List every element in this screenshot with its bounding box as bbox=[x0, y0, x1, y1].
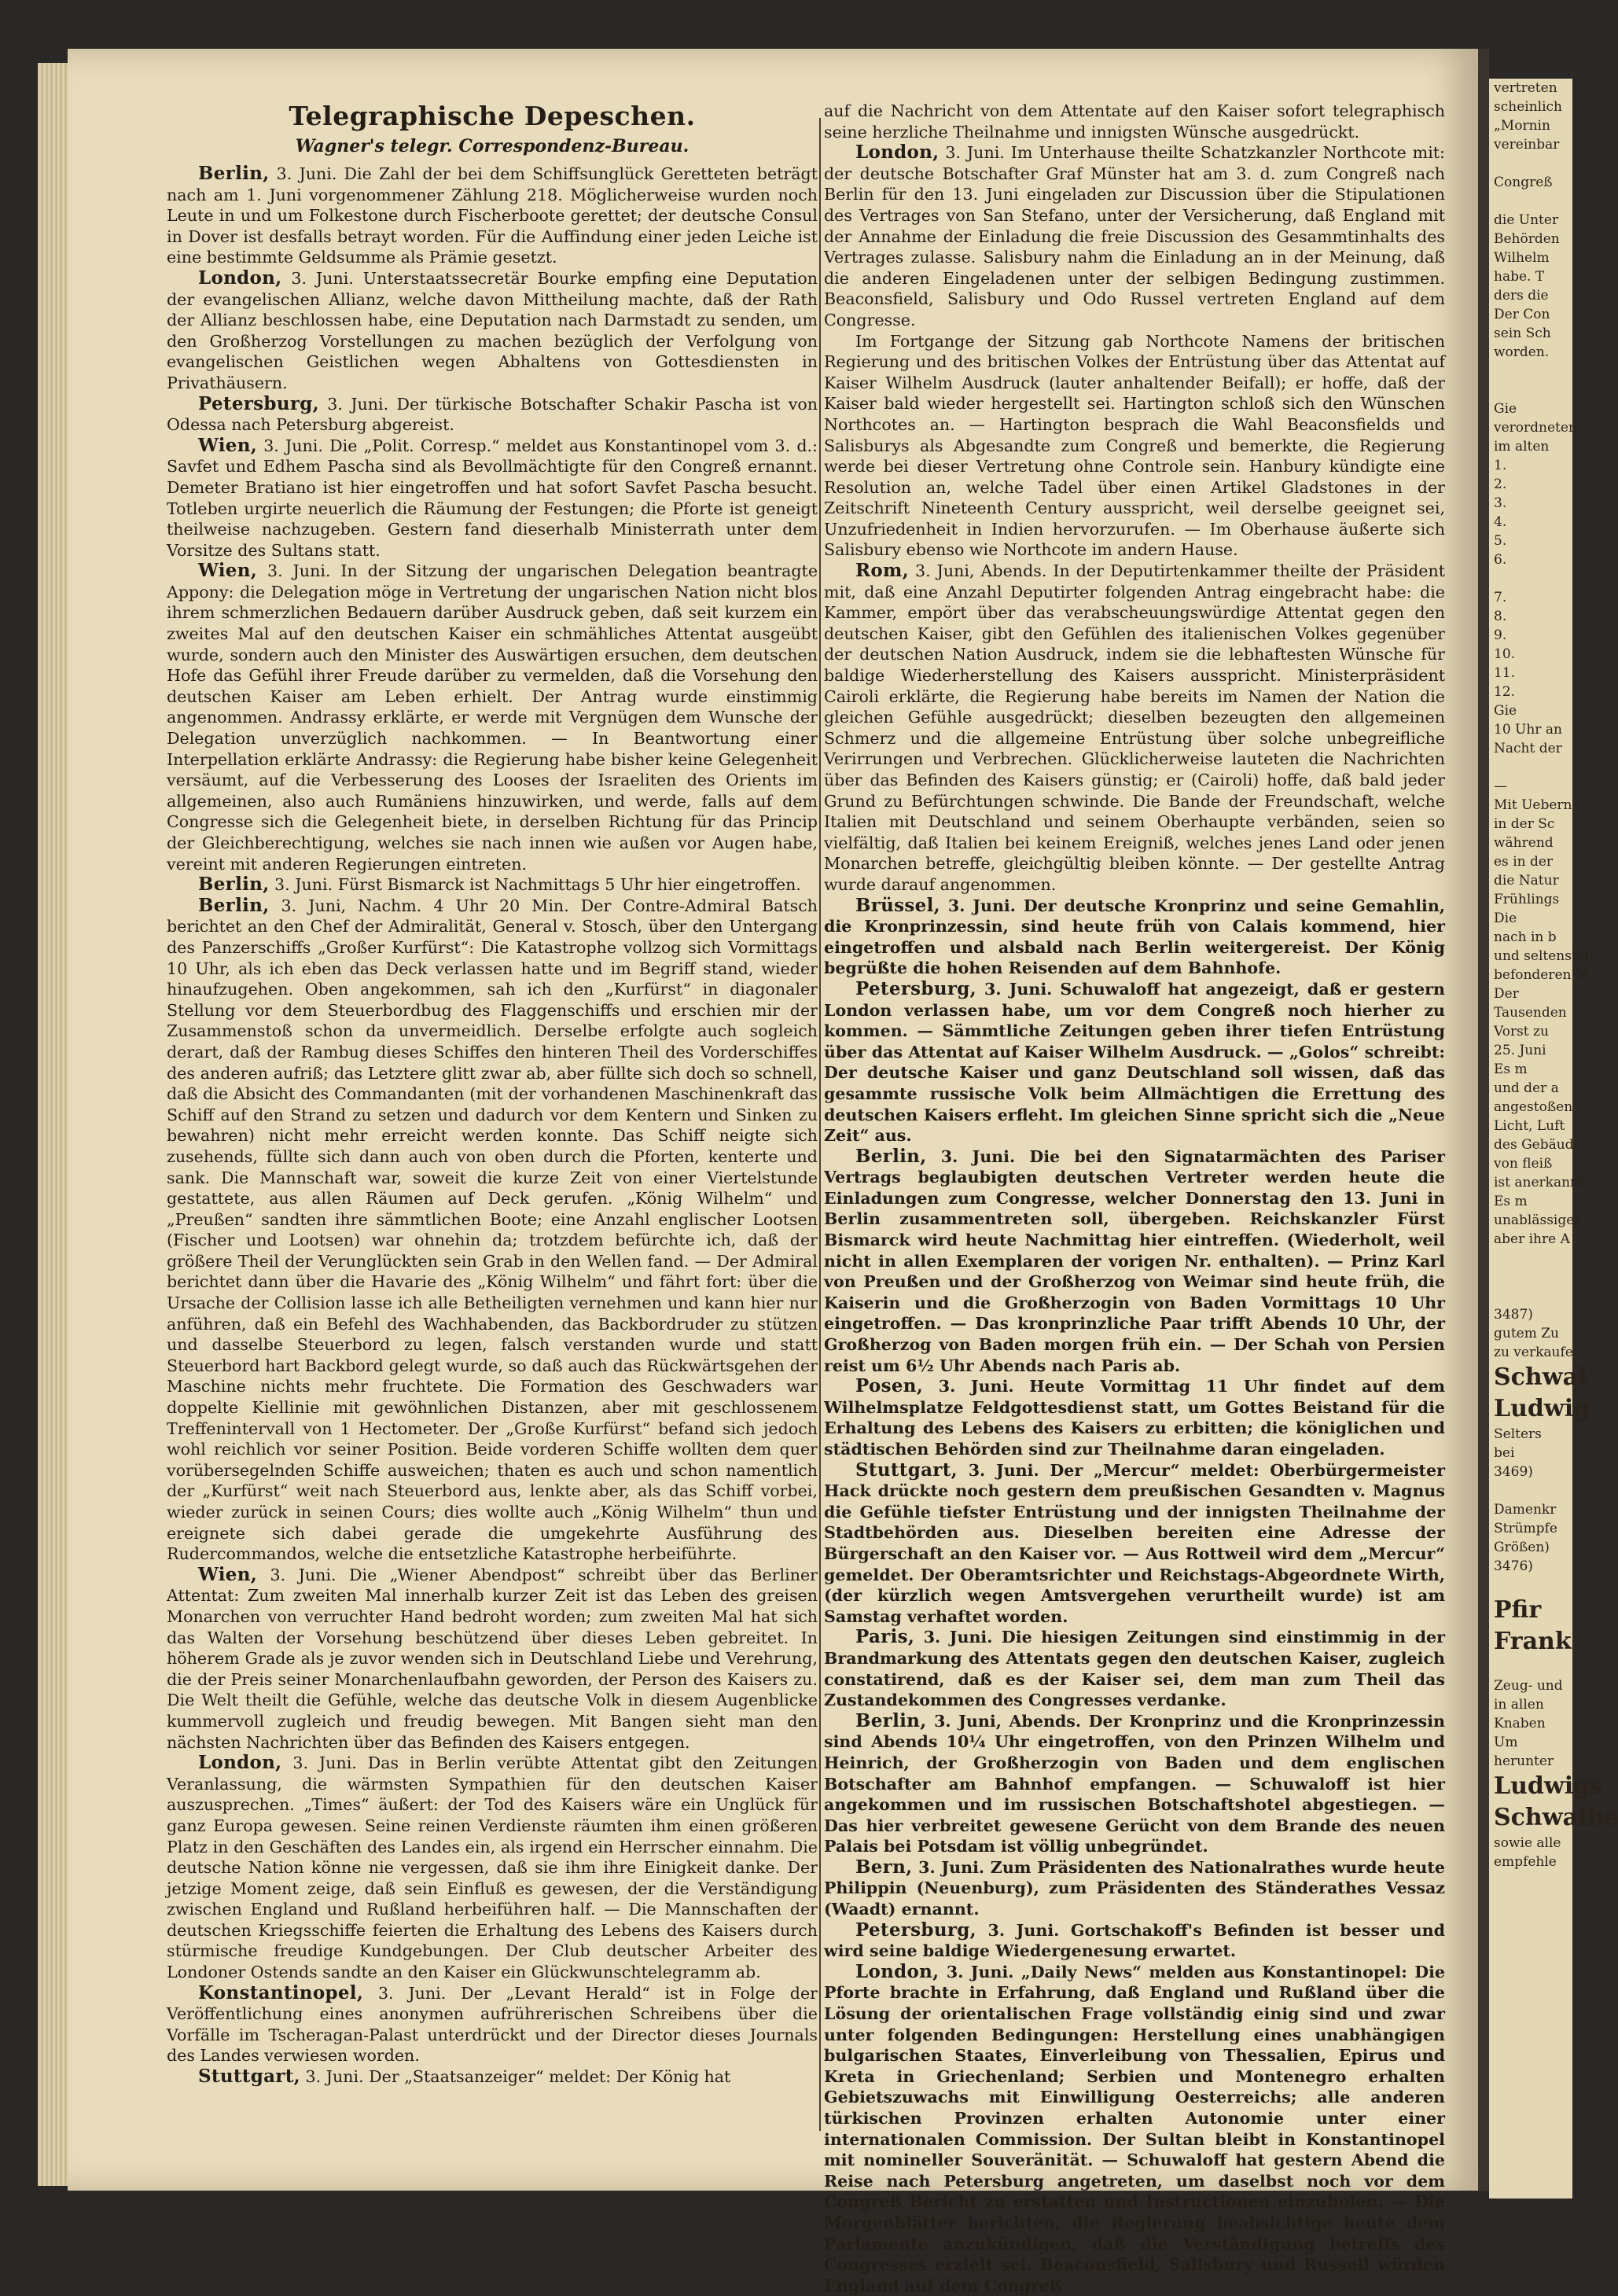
dispatch-dateline-place: Wien, bbox=[198, 434, 258, 456]
adjacent-page-fragment-line: Knaben bbox=[1494, 1716, 1546, 1731]
adjacent-page-fragment-line: worden. bbox=[1494, 344, 1550, 360]
adjacent-page-fragment-line: Selters bbox=[1494, 1426, 1542, 1442]
dispatch-text: 3. Juni. Fürst Bismarck ist Nachmittags 5 Uhr hier eingetroffen. bbox=[274, 875, 801, 895]
adjacent-page-fragment-line: 8. bbox=[1494, 609, 1507, 624]
adjacent-page-fragment-line: Licht, Luft bbox=[1494, 1118, 1565, 1134]
dispatch-paragraph bbox=[167, 268, 818, 394]
dispatch-paragraph bbox=[824, 1920, 1445, 1962]
dispatch-dateline-place: London, bbox=[855, 1960, 940, 1982]
dispatch-dateline-place: Stuttgart, bbox=[855, 1459, 958, 1481]
dispatch-paragraph bbox=[824, 1146, 1445, 1377]
adjacent-page-fragment-line: 3487) bbox=[1494, 1307, 1533, 1323]
dispatch-dateline-place: Berlin, bbox=[855, 1709, 927, 1731]
adjacent-page-fragment-line: Schwal bbox=[1494, 1363, 1587, 1391]
dispatch-paragraph bbox=[824, 1627, 1445, 1710]
adjacent-page-fragment-line bbox=[1489, 154, 1572, 173]
dispatch-paragraph bbox=[167, 561, 818, 874]
dispatch-paragraph bbox=[167, 1983, 818, 2066]
dispatch-dateline-place: Petersburg, bbox=[855, 1919, 976, 1941]
adjacent-page-fragment-line: zu verkaufen bbox=[1494, 1345, 1582, 1360]
dispatch-dateline-place: Wien, bbox=[198, 560, 258, 582]
book-gutter bbox=[1478, 49, 1489, 2191]
adjacent-page-fragment-line: 10. bbox=[1494, 646, 1516, 662]
dispatch-paragraph bbox=[167, 164, 818, 268]
dispatch-text: 3. Juni, Abends. In der Deputirtenkammer theilte der Präsident mit, daß eine Anzahl Deputirter folgenden Antrag eingebracht habe: die Kammer, empört über das verabscheuungswürdige Attentat gegen den deutschen Kaiser, gibt den Gefühlen des italienischen Volkes gegenüber der deutschen Nation Ausdruck, indem sie die lebhaftesten Wünsche für baldige Wiederherstellung des Kaisers ausspricht. Ministerpräsident Cairoli erklärte, die Regierung habe bereits im Namen der Nation die gleichen Gefühle ausgedrückt; dieselben bezeugten den allgemeinen Schmerz und die allgemeine Entrüstung über solche unbegreifliche Verirrungen und Verbrechen. Glücklicherweise lauteten die Nachrichten über das Befinden des Kaisers günstig; er (Cairoli) hoffe, daß bald jeder Grund zu Befürchtungen schwinde. Die Bande der Freundschaft, welche Italien mit Deutschland und seinem Oberhaupte verbänden, seien so vielfältig, daß Italien bei keinem Ereigniß, welches jenes Land oder jenen Monarchen betreffe, gleichgültig bleiben könnte. — Der gestellte Antrag wurde darauf angenommen. bbox=[824, 561, 1445, 894]
adjacent-page-fragment-line: es in der bbox=[1494, 854, 1554, 870]
left-dispatch-list bbox=[167, 164, 818, 2088]
column-divider bbox=[819, 118, 821, 2131]
dispatch-dateline-place: Wien, bbox=[198, 1563, 258, 1585]
adjacent-page-fragment-line: Ludwigs bbox=[1494, 1772, 1603, 1800]
adjacent-page-fragment-line: 9. bbox=[1494, 627, 1507, 643]
adjacent-page-fragment-line bbox=[1489, 1576, 1572, 1595]
adjacent-page-fragment-line: Es m bbox=[1494, 1062, 1528, 1077]
section-headline: Telegraphische Depeschen. bbox=[289, 101, 696, 131]
adjacent-page-fragment-line: 7. bbox=[1494, 590, 1507, 605]
adjacent-page-fragment-line: 3476) bbox=[1494, 1558, 1533, 1574]
adjacent-page-fragment-line: Ludwig bbox=[1494, 1395, 1590, 1422]
adjacent-page-fragment-line: Vorst zu bbox=[1494, 1024, 1549, 1039]
dispatch-paragraph bbox=[824, 142, 1445, 330]
dispatch-paragraph bbox=[824, 1711, 1445, 1857]
dispatch-paragraph bbox=[824, 1460, 1445, 1628]
adjacent-page-fragment-line bbox=[1489, 1249, 1572, 1268]
adjacent-page-text bbox=[1489, 79, 1618, 1871]
adjacent-page-fragment-line: vereinbar bbox=[1494, 137, 1560, 153]
adjacent-page-fragment-line: in der Sc bbox=[1494, 816, 1555, 832]
dispatch-text: 3. Juni. Der „Staatsanzeiger“ meldet: Der König hat bbox=[305, 2067, 731, 2087]
dispatch-text: 3. Juni. Unterstaatssecretär Bourke empfing eine Deputation der evangelischen Allianz, welche davon Mittheilung machte, daß der Rath der Allianz beschlossen habe, eine Deputation nach Darmstadt zu senden, um den Großherzog Vorstellungen zu machen bezüglich der Verfolgung von evangelischen Geistlichen wegen Abhaltens von Gottesdiensten in Privathäusern. bbox=[167, 268, 818, 392]
dispatch-dateline-place: Petersburg, bbox=[855, 977, 976, 999]
dispatch-paragraph bbox=[824, 1962, 1445, 2296]
adjacent-page-fragment-line: empfehle bbox=[1494, 1854, 1557, 1870]
dispatch-text: 3. Juni. Im Unterhause theilte Schatzkanzler Northcote mit: der deutsche Botschafter Graf Münster hat am 3. d. zum Congreß nach Berlin für den 13. Juni eingeladen zur Discussion über die Stipulationen des Vertrages von San Stefano, unter der Versicherung, daß England mit der Annahme der Einladung die freie Discussion des Gesammtinhalts des Vertrages zulasse. Salisbury nahm die Einladung an in der Meinung, daß die anderen Eingeladenen unter der selbigen Bedingung zustimmen. Beaconsfield, Salisbury und Odo Russel vertreten England auf dem Congresse. bbox=[824, 143, 1445, 329]
adjacent-page-fragment-line: Strümpfe bbox=[1494, 1521, 1557, 1536]
dispatch-paragraph bbox=[167, 874, 818, 896]
adjacent-page-fragment-line: 3. bbox=[1494, 495, 1507, 511]
adjacent-page-fragment-line: des Gebäude bbox=[1494, 1137, 1582, 1153]
adjacent-page-fragment-line: 2. bbox=[1494, 476, 1507, 492]
adjacent-page-fragment-line: von fleiß bbox=[1494, 1156, 1553, 1172]
adjacent-page-fragment-line: Um bbox=[1494, 1735, 1518, 1750]
dispatch-text: 3. Juni. Die „Wiener Abendpost“ schreibt über das Berliner Attentat: Zum zweiten Mal innerhalb kurzer Zeit ist das Leben des greisen Monarchen von verruchter Hand bedroht worden; zum zweiten Mal hat sich das Walten der Vorsehung beschützend über dieses Leben gebreitet. In höherem Grade als je zuvor wenden sich in Deutschland Liebe und Verehrung, die der Preis seiner Monarchenlaufbahn geworden, der Person des Kaisers zu. Die Welt theilt die Gefühle, welche das deutsche Volk in diesem Augenblicke kummervoll zugleich und freudig bewegen. Mit Bangen sieht man den nächsten Nachrichten über das Befinden des Kaisers entgegen. bbox=[167, 1565, 818, 1752]
adjacent-page-fragment-line bbox=[1489, 1286, 1572, 1305]
dispatch-text: 3. Juni. Der „Levant Herald“ ist in Folge der Veröffentlichung eines anonymen aufrührerischen Schreibens über die Vorfälle im Tscheragan-Palast unterdrückt und der Director dieses Journals des Landes verwiesen worden. bbox=[167, 1983, 818, 2066]
adjacent-page-fragment-line: scheinlich bbox=[1494, 99, 1562, 115]
dispatch-dateline-place: Paris, bbox=[855, 1626, 915, 1648]
adjacent-page-fragment-line: bei bbox=[1494, 1445, 1515, 1461]
adjacent-page-fragment-line bbox=[1489, 758, 1572, 777]
adjacent-page-fragment-line: vertreten bbox=[1494, 80, 1557, 96]
adjacent-page-fragment-line: Congreß bbox=[1494, 175, 1553, 190]
dispatch-text: 3. Juni. Gortschakoff's Befinden ist besser und wird seine baldige Wiedergenesung erwartet. bbox=[824, 1920, 1445, 1961]
adjacent-page-fragment-line: 12. bbox=[1494, 684, 1516, 700]
dispatch-dateline-place: Petersburg, bbox=[198, 392, 319, 414]
dispatch-dateline-place: Stuttgart, bbox=[198, 2066, 300, 2088]
adjacent-page-fragment-line: 5. bbox=[1494, 533, 1507, 549]
adjacent-page-fragment-line: die Natur bbox=[1494, 873, 1559, 889]
dispatch-text: 3. Juni. Zum Präsidenten des Nationalrathes wurde heute Philippin (Neuenburg), zum Präsidenten des Ständerathes Vessaz (Waadt) ernannt. bbox=[824, 1857, 1445, 1919]
adjacent-page-fragment-line: aber ihre A bbox=[1494, 1231, 1570, 1247]
adjacent-page-fragment-line bbox=[1489, 381, 1572, 399]
dispatch-dateline-place: Bern, bbox=[855, 1856, 913, 1878]
dispatch-text: 3. Juni, Abends. Der Kronprinz und die Kronprinzessin sind Abends 10¼ Uhr eingetroffen, von den Prinzen Wilhelm und Heinrich, der Großherzogin von Baden und dem englischen Botschafter am Bahnhof empfangen. — Schuwaloff ist hier angekommen und im russischen Botschaftshotel abgestiegen. — Das hier verbreitet gewesene Gerücht von dem Brande des neuen Palais bei Potsdam ist völlig unbegründet. bbox=[824, 1711, 1445, 1856]
dispatch-paragraph bbox=[167, 1565, 818, 1753]
dispatch-dateline-place: London, bbox=[198, 1752, 282, 1774]
adjacent-page-fragment-line: Zeug- und bbox=[1494, 1678, 1563, 1694]
adjacent-page-fragment-line: und der a bbox=[1494, 1080, 1559, 1096]
adjacent-page-fragment-line: unablässiger bbox=[1494, 1212, 1581, 1228]
dispatch-dateline-place: London, bbox=[198, 267, 282, 289]
book-page-edges bbox=[38, 63, 68, 2186]
adjacent-page-fragment-line: Frank bbox=[1494, 1628, 1572, 1655]
adjacent-page-fragment-line: nach in b bbox=[1494, 929, 1557, 945]
adjacent-page-fragment-line bbox=[1489, 1658, 1572, 1676]
dispatch-text: 3. Juni. Der deutsche Kronprinz und seine Gemahlin, die Kronprinzessin, sind heute früh von Calais kommend, hier eingetroffen und alsbald nach Berlin weitergereist. Der König begrüßte die hohen Reisenden auf dem Bahnhofe. bbox=[824, 896, 1445, 978]
adjacent-page-fragment-line: „Mornin bbox=[1494, 118, 1550, 134]
right-column bbox=[824, 101, 1446, 2295]
dispatch-dateline-place: Rom, bbox=[855, 560, 909, 582]
adjacent-page-fragment-line: 10 Uhr an bbox=[1494, 722, 1562, 738]
dispatch-text: 3. Juni. Die bei den Signatarmächten des Pariser Vertrags beglaubigten deutschen Vertreter werden heute die Einladungen zum Congresse, welcher Donnerstag den 13. Juni in Berlin zusammentreten soll, übergeben. Reichskanzler Fürst Bismarck wird heute Nachmittag hier eintreffen. (Wiederholt, weil nicht in allen Exemplaren der vorigen Nr. enthalten). — Prinz Karl von Preußen und der Großherzog von Weimar sind heute früh, die Kaiserin und die Großherzogin von Baden Vormittags 10 Uhr eingetroffen. — Das kronprinzliche Paar trifft Abends 10 Uhr, der Großherzog von Baden morgen früh ein. — Der Schah von Persien reist um 6½ Uhr Abends nach Paris ab. bbox=[824, 1146, 1445, 1375]
adjacent-page-fragment-line: herunter bbox=[1494, 1753, 1554, 1769]
adjacent-page-fragment-line: verordneten bbox=[1494, 420, 1577, 436]
adjacent-page-fragment-line: Tausenden bbox=[1494, 1005, 1567, 1021]
adjacent-page-fragment-line: Es m bbox=[1494, 1194, 1528, 1209]
adjacent-page-fragment-line: 11. bbox=[1494, 665, 1516, 681]
adjacent-page-fragment-line: Pfir bbox=[1494, 1596, 1542, 1624]
adjacent-page-fragment-line: sein Sch bbox=[1494, 326, 1551, 341]
adjacent-page-fragment-line: Nacht der bbox=[1494, 741, 1562, 756]
dispatch-paragraph bbox=[167, 394, 818, 436]
dispatch-text: 3. Juni. Der „Mercur“ meldet: Oberbürgermeister Hack drückte noch gestern dem preußischen Gesandten v. Magnus die Gefühle tiefster Entrüstung und der innigsten Theilnahme der Stadtbehörden aus. Dieselben bereiten eine Adresse der Bürgerschaft an den Kaiser vor. — Aus Rottweil wird dem „Mercur“ gemeldet. Der Oberamtsrichter und Reichstags-Abgeordnete Wirth, (der kürzlich wegen Amtsvergehen verurtheilt wurde) ist am Samstag verhaftet worden. bbox=[824, 1460, 1446, 1626]
agency-byline: Wagner's telegr. Correspondenz-Bureau. bbox=[295, 136, 689, 156]
adjacent-page-fragment-line: und seltensten bbox=[1494, 948, 1594, 964]
dispatch-dateline-place: Brüssel, bbox=[855, 894, 940, 916]
dispatch-text: 3. Juni. Der türkische Botschafter Schakir Pascha ist von Odessa nach Petersburg abgereist. bbox=[167, 394, 818, 435]
dispatch-paragraph bbox=[824, 101, 1445, 142]
dispatch-paragraph bbox=[824, 1857, 1445, 1920]
dispatch-text: 3. Juni. In der Sitzung der ungarischen Delegation beantragte Appony: die Delegation möge in Vertretung der ungarischen Nation nicht blos ihrem schmerzlichen Bedauern darüber Ausdruck geben, daß seit kurzem ein zweites Mal auf den deutschen Kaiser ein schmähliches Attentat ausgeübt wurde, sondern auch den Minister des Auswärtigen ersuchen, dem deutschen Hofe das Gefühl ihrer Freude darüber zu vermelden, daß die Vorsehung den deutschen Kaiser am Leben erhielt. Der Antrag wurde einstimmig angenommen. Andrassy erklärte, er werde mit Vergnügen dem Wunsche der Delegation unverzüglich nachkommen. — In Beantwortung einer Interpellation erklärte Andrassy: die Regierung habe bisher keine Gelegenheit versäumt, auf die Verbesserung des Looses der Israeliten des Orients im allgemeinen, also auch Rumäniens hinzuwirken, und werde, falls auf dem Congresse sich die Gelegenheit biete, in derselben Richtung für das Princip der Gleichberechtigung, welches sie nach innen wie außen vor Augen habe, vereint mit anderen Regierungen eintreten. bbox=[167, 561, 818, 874]
adjacent-page-fragment-line: angestoßen bbox=[1494, 1099, 1573, 1115]
adjacent-page-fragment-line bbox=[1489, 1268, 1572, 1286]
dispatch-paragraph bbox=[824, 331, 1445, 561]
dispatch-text: 3. Juni. Die „Polit. Corresp.“ meldet aus Konstantinopel vom 3. d.: Savfet und Edhem Pascha sind als Bevollmächtigte für den Congreß ernannt. Demeter Bratiano ist hier eingetroffen und hat sofort Savfet Pascha besucht. Totleben urgirte neuerlich die Räumung der Festungen; die Pforte ist geneigt theilweise nachzugeben. Gestern fand dieserhalb Ministerrath unter dem Vorsitze des Sultans statt. bbox=[167, 436, 818, 560]
adjacent-page-fragment-line: ist anerkannt bbox=[1494, 1175, 1584, 1190]
adjacent-page-fragment-line: die Unter bbox=[1494, 212, 1559, 228]
dispatch-dateline-place: Berlin, bbox=[198, 163, 270, 184]
dispatch-paragraph bbox=[167, 436, 818, 561]
adjacent-page-fragment-line: Schwalbe bbox=[1494, 1804, 1618, 1831]
adjacent-page-fragment-line: Wilhelm bbox=[1494, 250, 1550, 266]
adjacent-page-fragment-line: — bbox=[1494, 778, 1507, 794]
adjacent-page-fragment-line: Behörden bbox=[1494, 231, 1560, 247]
adjacent-page-fragment-line: während bbox=[1494, 835, 1554, 851]
adjacent-page-fragment-line: Frühlings bbox=[1494, 892, 1560, 907]
adjacent-page-fragment-line: Mit Uebern bbox=[1494, 797, 1572, 813]
adjacent-page-fragment-line: habe. T bbox=[1494, 269, 1545, 285]
dispatch-paragraph bbox=[824, 561, 1445, 896]
adjacent-page-fragment-line: befonderen M bbox=[1494, 967, 1590, 983]
dispatch-paragraph bbox=[824, 896, 1445, 979]
adjacent-page-fragment-line: im alten bbox=[1494, 439, 1550, 454]
dispatch-dateline-place: Konstantinopel, bbox=[198, 1981, 364, 2003]
adjacent-page-fragment-line: 4. bbox=[1494, 514, 1507, 530]
adjacent-page-fragment-line bbox=[1489, 362, 1572, 381]
adjacent-page-fragment bbox=[1489, 79, 1618, 2198]
adjacent-page-fragment-line bbox=[1489, 1481, 1572, 1500]
adjacent-page-fragment-line: Der bbox=[1494, 986, 1519, 1002]
right-dispatch-list bbox=[824, 101, 1445, 2296]
adjacent-page-fragment-line: 3469) bbox=[1494, 1464, 1533, 1480]
adjacent-page-fragment-line: 1. bbox=[1494, 458, 1507, 473]
dispatch-dateline-place: Berlin, bbox=[198, 894, 270, 916]
dispatch-text: 3. Juni. Die Zahl der bei dem Schiffsunglück Geretteten beträgt nach am 1. Juni vorgenommener Zählung 218. Möglicherweise wurden noch Leute in und um Folkestone durch Fischerboote gerettet; der deutsche Consul in Dover ist desfalls betrayt worden. Für die Auffindung einer jeden Leiche ist eine bestimmte Geldsumme als Prämie gesetzt. bbox=[167, 164, 818, 267]
dispatch-paragraph bbox=[824, 1376, 1445, 1459]
dispatch-dateline-place: Berlin, bbox=[198, 874, 270, 896]
dispatch-text: 3. Juni. Das in Berlin verübte Attentat gibt den Zeitungen Veranlassung, die wärmsten Sympathien für den deutschen Kaiser auszusprechen. „Times“ äußert: der Tod des Kaisers wäre ein Unglück für ganz Europa gewesen. Seine reinen Verdienste räumten ihm einen größeren Platz in den Geschäften des Landes ein, als irgend ein Herrscher einnahm. Die deutsche Nation könne nie vergessen, daß sie ihm ihre Einigkeit danke. Der jetzige Moment zeige, daß sein Einfluß es gewesen, der die Verständigung zwischen England und Rußland herbeiführen half. — Die Mannschaften der deutschen Kriegsschiffe feierten die Erhaltung des Lebens des Kaisers durch stürmische freudige Kundgebungen. Der Club deutscher Arbeiter des Londoner Ostends sandte an den Kaiser ein Glückwunschtelegramm ab. bbox=[167, 1753, 818, 1982]
dispatch-text: 3. Juni. Die hiesigen Zeitungen sind einstimmig in der Brandmarkung des Attentats gegen den deutschen Kaiser, zugleich constatirend, daß es der Kaiser sei, dem man zum Theil das Zustandekommen des Congresses verdanke. bbox=[824, 1628, 1445, 1710]
dispatch-dateline-place: Posen, bbox=[855, 1375, 924, 1397]
adjacent-page-fragment-line: sowie alle bbox=[1494, 1835, 1561, 1851]
adjacent-page-fragment-line: 25. Juni bbox=[1494, 1043, 1546, 1058]
dispatch-dateline-place: Berlin, bbox=[855, 1145, 927, 1167]
dispatch-paragraph bbox=[167, 1753, 818, 1983]
adjacent-page-fragment-line bbox=[1489, 192, 1572, 211]
adjacent-page-fragment-line: 6. bbox=[1494, 552, 1507, 568]
dispatch-text: 3. Juni, Nachm. 4 Uhr 20 Min. Der Contre-Admiral Batsch berichtet an den Chef der Admiralität, General v. Stosch, über den Untergang des Panzerschiffs „Großer Kurfürst“: Die Katastrophe vollzog sich Vormittags 10 Uhr, als ich eben das Deck verlassen hatte und im Begriff stand, wieder hinaufzugehen. Oben angekommen, sah ich den „Kurfürst“ in diagonaler Stellung vor dem Steuerbordbug des Flaggenschiffs und erschien mir der Zusammenstoß schon da unvermeidlich. Derselbe erfolgte auch sogleich derart, daß der Rambug dieses Schiffes den hinteren Theil des Vorderschiffes des anderen aufriß; das Letztere glitt zwar ab, aber füllte sich doch so schnell, daß die Absicht des Commandanten (mit der vorhandenen Maschinenkraft das Schiff auf den Strand zu setzen und dadurch vor dem Kentern und Sinken zu bewahren) nicht mehr erreicht werden konnte. Das Schiff neigte sich zusehends, füllte sich dann auch von oben durch die Pforten, kenterte und sank. Die Mannschaft war, soweit die kurze Zeit von einer Viertelstunde gestattete, aus allen Räumen auf Deck gerufen. „König Wilhelm“ und „Preußen“ sandten ihre sämmtlichen Boote; eine Anzahl englischer Lootsen (Fischer und Lootsen) war ohnehin da; trotzdem befürchte ich, daß der größere Theil der Verunglückten sein Grab in den Wellen fand. — Der Admiral berichtet dann über die Havarie des „König Wilhelm“ und fährt fort: über die Ursache der Collision lasse ich alle Betheiligten vernehmen und kann hier nur anführen, daß ein Befehl des Wachhabenden, das Backbordruder zu stützen und dasselbe Steuerbord zu legen, falsch verstanden wurde und statt Steuerbord hart Backbord gelegt wurde, so daß auch das Rückwärtsgehen der Maschine nichts mehr fruchtete. Die Formation des Geschwaders war doppelte Kiellinie mit gewöhnlichen Distanzen, aber mit geschlossenem Treffenintervall von 1 Hectometer. Der „Große Kurfürst“ befand sich jedoch wohl reichlich vor seiner Position. Beide vorderen Schiffe wollten dem quer vorübersegelnden Schiffe ausweichen; thaten es auch und schon namentlich der „Kurfürst“ weit nach Steuerbord aus, lenkte aber, als das Schiff vorbei, wieder zurück in seinen Cours; dies wollte auch „König Wilhelm“ thun und ereignete sich dabei gerade die umgekehrte Ausführung des Rudercommandos, welche die entsetzliche Katastrophe herbeiführte. bbox=[167, 896, 818, 1564]
dispatch-text: 3. Juni. Heute Vormittag 11 Uhr findet auf dem Wilhelmsplatze Feldgottesdienst statt, um Gottes Beistand für die Erhaltung des Lebens des Kaisers zu erbitten; die königlichen und städtischen Behörden sind zur Theilnahme daran eingeladen. bbox=[824, 1377, 1445, 1459]
dispatch-dateline-place: London, bbox=[855, 142, 940, 164]
dispatch-text: auf die Nachricht von dem Attentate auf den Kaiser sofort telegraphisch seine herzliche Theilnahme und innigsten Wünsche ausgedrückt. bbox=[824, 101, 1445, 142]
adjacent-page-fragment-line: Die bbox=[1494, 911, 1517, 926]
dispatch-text: Im Fortgange der Sitzung gab Northcote Namens der britischen Regierung und des britischen Volkes der Entrüstung über das Attentat auf Kaiser Wilhelm Ausdruck (lauter anhaltender Beifall); er hoffe, daß der Kaiser bald wieder hergestellt sei. Hartington schloß sich den Wünschen Northcotes an. — Hartington besprach die Wahl Beaconsfields und Salisburys als Abgesandte zum Congreß und bemerkte, die Regierung werde bei dieser Vertretung ohne Controle sein. Hanbury kündigte eine Resolution an, welche Tadel über einen Artikel Gladstones in der Zeitschrift Nineteenth Century ausspricht, weil derselbe geeignet sei, Unzufriedenheit in Indien hervorzurufen. — Im Oberhause äußerte sich Salisbury ebenso wie Northcote im andern Hause. bbox=[824, 331, 1445, 560]
adjacent-page-fragment-line: ders die bbox=[1494, 288, 1549, 304]
dispatch-paragraph bbox=[167, 896, 818, 1565]
adjacent-page-fragment-line: in allen bbox=[1494, 1697, 1544, 1713]
dispatch-text: 3. Juni. Schuwaloff hat angezeigt, daß er gestern London verlassen habe, um vor dem Congreß noch hierher zu kommen. — Sämmtliche Zeitungen geben ihrer tiefen Entrüstung über das Attentat auf Kaiser Wilhelm Ausdruck. — „Golos“ schreibt: Der deutsche Kaiser und ganz Deutschland soll wissen, daß das gesammte russische Volk beim Allmächtigen die Errettung des deutschen Kaisers erfleht. Im gleichen Sinne spricht sich die „Neue Zeit“ aus. bbox=[824, 979, 1445, 1146]
adjacent-page-fragment-line: Damenkr bbox=[1494, 1502, 1557, 1518]
adjacent-page-fragment-line: Gie bbox=[1494, 401, 1517, 417]
dispatch-text: 3. Juni. „Daily News“ melden aus Konstantinopel: Die Pforte brachte in Erfahrung, daß England und Rußland über die Lösung der orientalischen Frage vollständig einig sind und zwar unter folgenden Bedingungen: Herstellung eines unabhängigen bulgarischen Staates, Einverleibung von Thessalien, Epirus und Kreta in Griechenland; Serbien und Montenegro erhalten Gebietszuwachs mit Einwilligung Oesterreichs; alle anderen türkischen Provinzen erhalten Autonomie unter einer internationalen Commission. Der Sultan bleibt in Konstantinopel mit nomineller Souveränität. — Schuwaloff hat gestern Abend die Reise nach Petersburg angetreten, um daselbst noch vor dem Congreß Bericht zu erstatten und Instructionen einzuholen. — Die Morgenblätter berichten, die Regierung beabsichtige heute dem Parlamente anzukündigen, daß die Verständigung betreffs des Congresses erzielt sei. Beaconsfield, Salisbury und Russell würden England auf dem Congreß bbox=[824, 1962, 1445, 2295]
adjacent-page-fragment-line: Der Con bbox=[1494, 307, 1550, 322]
adjacent-page-fragment-line: gutem Zu bbox=[1494, 1326, 1560, 1341]
dispatch-paragraph bbox=[167, 2066, 818, 2088]
left-column bbox=[167, 101, 818, 2137]
adjacent-page-fragment-line: Gie bbox=[1494, 703, 1517, 719]
adjacent-page-fragment-line bbox=[1489, 569, 1572, 588]
adjacent-page-fragment-line: Größen) bbox=[1494, 1540, 1550, 1555]
dispatch-paragraph bbox=[824, 979, 1445, 1146]
